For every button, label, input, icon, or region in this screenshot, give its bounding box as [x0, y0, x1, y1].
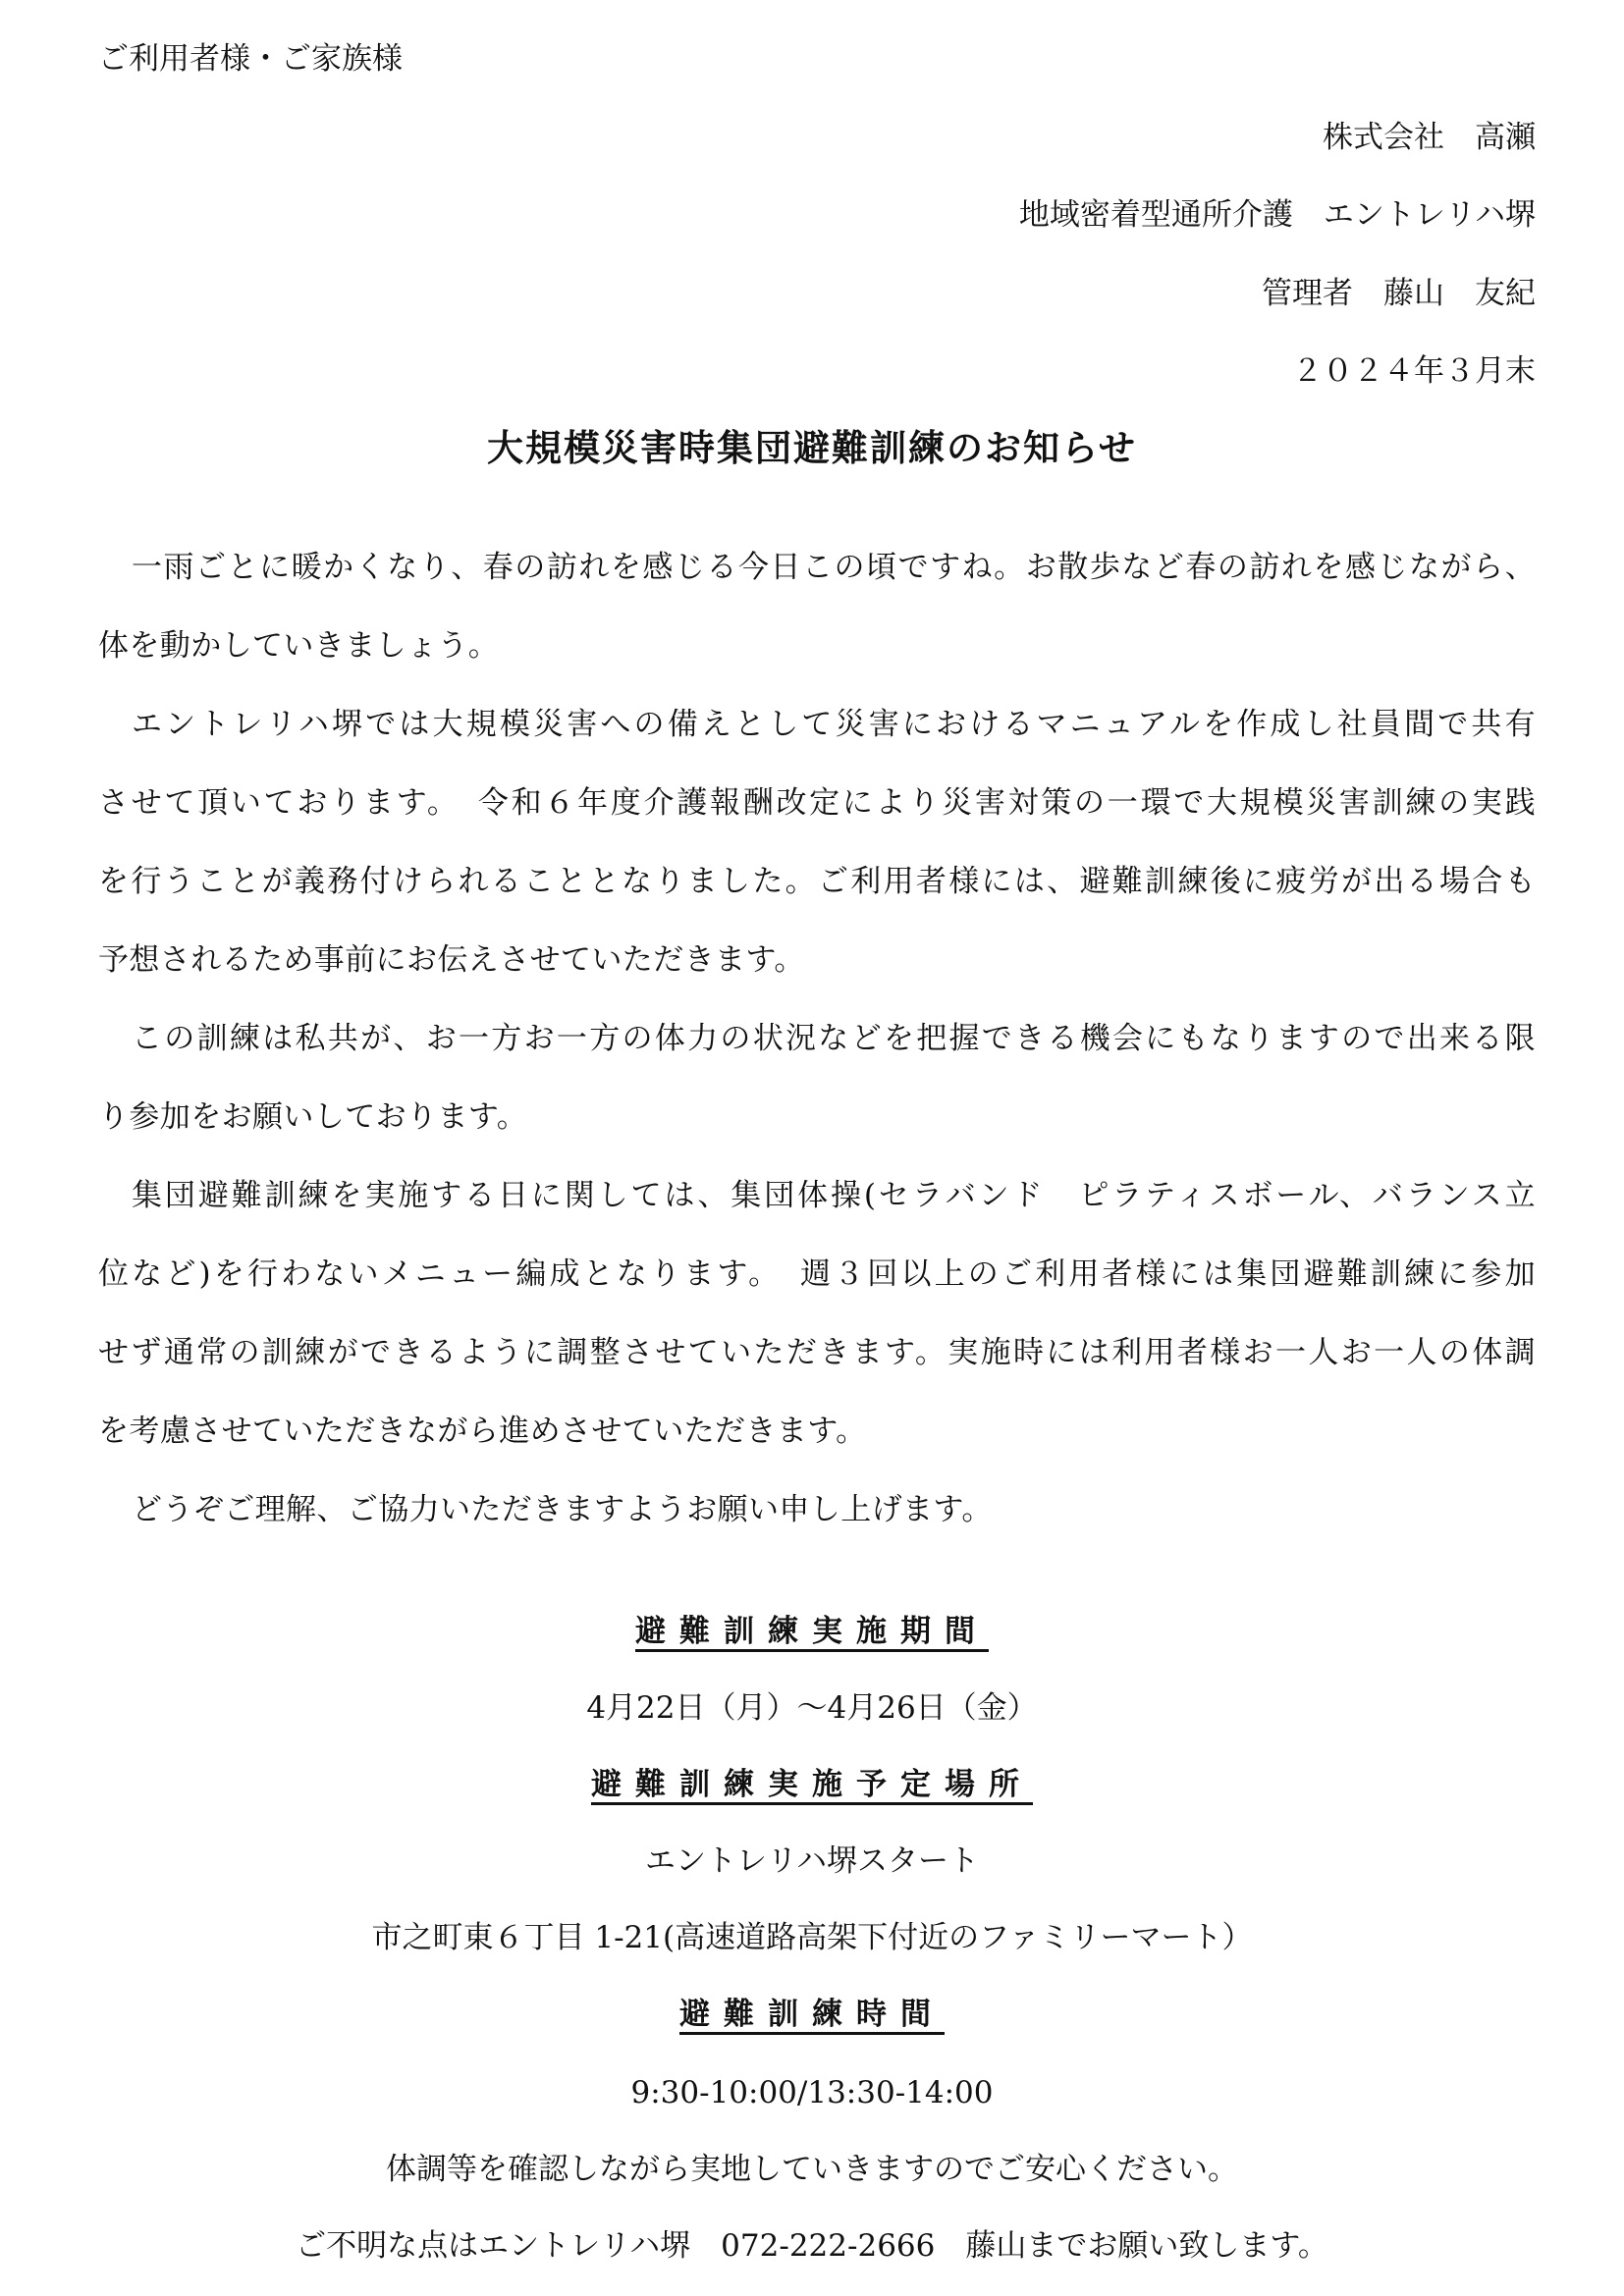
paragraph-line: 予想されるため事前にお伝えさせていただきます。: [98, 942, 805, 978]
safety-note: 体調等を確認しながら実地していきますのでご安心ください。: [386, 2152, 1238, 2187]
paragraph-line: を行うことが義務付けられることとなりました。ご利用者様には、避難訓練後に疲労が出る場合も: [98, 864, 1536, 899]
time-value: 9:30-10:00/13:30-14:00: [630, 2075, 994, 2110]
paragraph-line: 集団避難訓練を実施する日に関しては、集団体操(セラバンド ピラティスボール、バランス立: [132, 1178, 1536, 1213]
notice-date: ２０２４年３月末: [1292, 353, 1536, 389]
paragraph-line: せず通常の訓練ができるように調整させていただきます。実施時には利用者様お一人お一人の体調: [98, 1335, 1536, 1370]
paragraph-line: どうぞご理解、ご協力いただきますようお願い申し上げます。: [132, 1492, 993, 1527]
paragraph-line: この訓練は私共が、お一方お一方の体力の状況などを把握できる機会にもなりますので出来る限: [132, 1021, 1536, 1056]
company-name: 株式会社 高瀬: [1323, 120, 1536, 155]
page-title: 大規模災害時集団避難訓練のお知らせ: [487, 426, 1137, 469]
place-heading: 避難訓練実施予定場所: [591, 1767, 1033, 1802]
place-value-address: 市之町東６丁目 1-21(高速道路高架下付近のファミリーマート）: [371, 1920, 1253, 1955]
paragraph-line: させて頂いております。 令和６年度介護報酬改定により災害対策の一環で大規模災害訓練の実践: [98, 785, 1536, 821]
paragraph-line: り参加をお願いしております。: [98, 1099, 528, 1135]
paragraph-line: を考慮させていただきながら進めさせていただきます。: [98, 1414, 867, 1449]
addressee: ご利用者様・ご家族様: [98, 41, 403, 77]
paragraph-line: 一雨ごとに暖かくなり、春の訪れを感じる今日この頃ですね。お散歩など春の訪れを感じながら、: [132, 550, 1536, 585]
period-heading: 避難訓練実施期間: [635, 1614, 989, 1649]
contact-info: ご不明な点はエントレリハ堺 072-222-2666 藤山までお願い致します。: [296, 2228, 1328, 2264]
time-heading: 避難訓練時間: [679, 1997, 945, 2032]
manager-name: 管理者 藤山 友紀: [1262, 276, 1536, 311]
facility-name: 地域密着型通所介護 エントレリハ堺: [1018, 197, 1536, 233]
paragraph-line: 位など)を行わないメニュー編成となります。 週３回以上のご利用者様には集団避難訓練に参加: [98, 1256, 1536, 1292]
paragraph-line: 体を動かしていきましょう。: [98, 628, 500, 664]
period-value: 4月22日（月）～4月26日（金）: [586, 1690, 1038, 1726]
paragraph-line: エントレリハ堺では大規模災害への備えとして災害におけるマニュアルを作成し社員間で共有: [132, 707, 1536, 742]
place-value-start: エントレリハ堺スタート: [644, 1843, 980, 1879]
